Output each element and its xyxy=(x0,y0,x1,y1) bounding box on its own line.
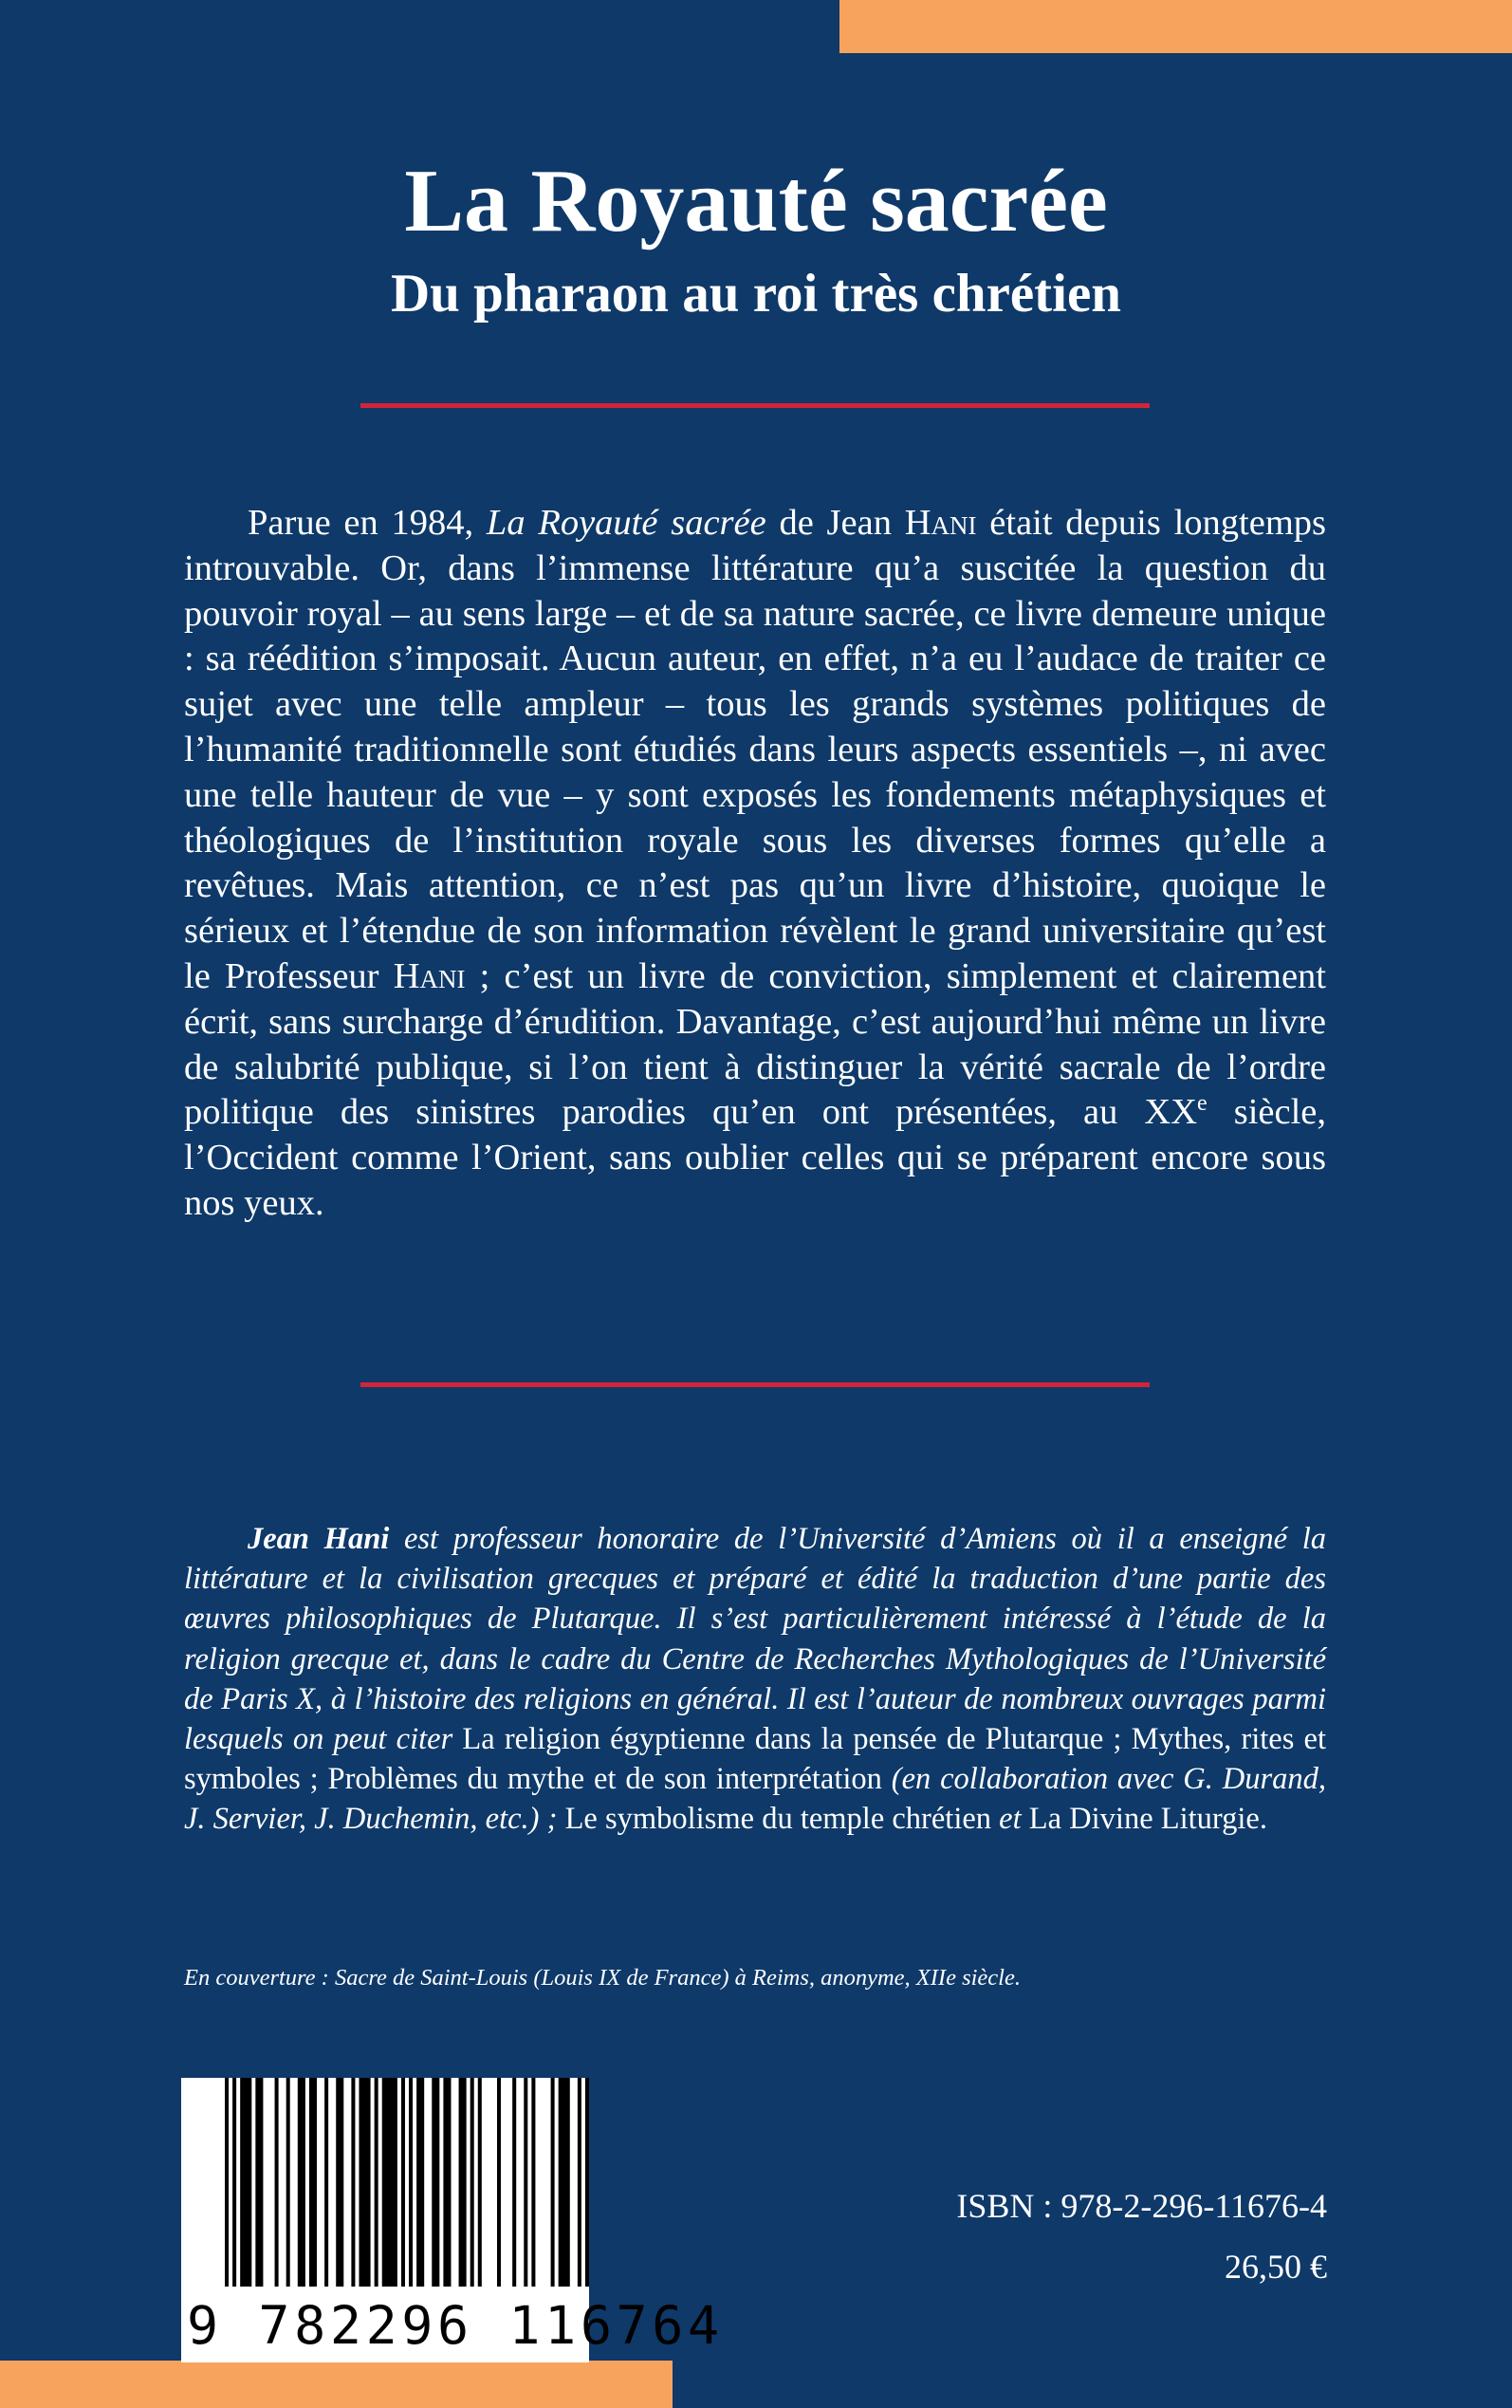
barcode-bar xyxy=(298,2078,305,2287)
barcode-bar xyxy=(409,2078,413,2287)
barcode-digits: 9 782296 116764 xyxy=(187,2295,724,2356)
barcode-bar xyxy=(351,2078,355,2287)
author-bio-name: Jean Hani xyxy=(248,1522,390,1556)
divider-rule-top xyxy=(360,403,1150,408)
barcode-bar xyxy=(524,2078,527,2287)
barcode-bar xyxy=(497,2078,501,2287)
author-bio xyxy=(184,1519,1326,1840)
book-subtitle: Du pharaon au roi très chrétien xyxy=(390,264,1121,324)
barcode-bar xyxy=(512,2078,516,2287)
barcode-bar xyxy=(375,2078,378,2287)
price: 26,50 € xyxy=(1225,2248,1327,2286)
blurb-text: siècle, l’Occident comme l’Orient, sans oublier celles qui se préparent encore sous nos yeux. xyxy=(184,1092,1326,1223)
barcode-bars xyxy=(225,2078,589,2287)
barcode-bar xyxy=(578,2078,581,2287)
barcode-bar xyxy=(459,2078,467,2287)
author-bio-text: (en collaboration avec G. Durand, J. Servier, J. Duchemin, etc.) ; xyxy=(184,1762,1326,1837)
barcode-bar xyxy=(432,2078,439,2287)
orange-tab-bottom xyxy=(0,2361,673,2408)
barcode-bar xyxy=(382,2078,397,2287)
back-cover-blurb xyxy=(184,501,1326,1227)
author-bio-works: La Divine Liturgie xyxy=(1028,1802,1260,1837)
barcode-bar xyxy=(401,2078,405,2287)
barcode-bar xyxy=(585,2078,589,2287)
barcode-bar xyxy=(336,2078,343,2287)
author-bio-works: La religion égyptienne dans la pensée de Plutarque ; Mythes, rites et symboles ; Problèmes du mythe et de son interprétation xyxy=(184,1722,1326,1797)
barcode-bar xyxy=(470,2078,474,2287)
blurb-author-name: Hani xyxy=(904,503,977,543)
blurb-text: Parue en 1984, xyxy=(248,503,487,543)
barcode-bar xyxy=(531,2078,535,2287)
barcode-bar xyxy=(275,2078,279,2287)
cover-illustration-credit: En couverture : Sacre de Saint-Louis (Louis IX de France) à Reims, anonyme, XIIe siècle. xyxy=(184,1965,1021,1991)
blurb-author-name: Hani xyxy=(393,955,466,996)
barcode-bar xyxy=(559,2078,570,2287)
book-title: La Royauté sacrée xyxy=(404,152,1108,250)
blurb-text: ; c’est un livre de conviction, simplement et clairement écrit, sans surcharge d’érudition. Davantage, c’est aujourd’hui même un livre de salubrité publique, si l’on tient à distinguer la vérité sacrale de l’ordre politique des sinistres parodies qu’en ont présentées, au XX xyxy=(184,955,1326,1133)
century-superscript: e xyxy=(1197,1091,1208,1117)
barcode-bar xyxy=(551,2078,555,2287)
barcode-bar xyxy=(324,2078,328,2287)
barcode-bar xyxy=(286,2078,290,2287)
barcode-bar xyxy=(240,2078,251,2287)
author-bio-text: . xyxy=(1259,1802,1267,1837)
barcode-bar xyxy=(225,2078,229,2287)
barcode-bar xyxy=(255,2078,263,2287)
author-bio-works: Le symbolisme du temple chrétien xyxy=(564,1802,992,1837)
orange-tab-top xyxy=(839,0,1512,53)
barcode-bar xyxy=(416,2078,424,2287)
divider-rule-bottom xyxy=(360,1382,1150,1387)
barcode-bar xyxy=(478,2078,482,2287)
barcode xyxy=(181,2078,724,2362)
barcode-bar xyxy=(309,2078,317,2287)
blurb-text: de Jean xyxy=(765,503,905,543)
barcode-bar xyxy=(232,2078,236,2287)
author-bio-text: est professeur honoraire de l’Université d’Amiens où il a enseigné la littérature et la civilisation grecques et préparé et édité la traduction d’une partie des œuvres philosophiques de Plutarque. Il s’est particulièrement intéressé à l’étude de la religion grecque et, dans le cadre du Centre de Recherches Mythologiques de l’Université de Paris X, à l’histoire des religions en général. Il est l’auteur de nombreux ouvrages parmi lesquels on peut citer xyxy=(184,1522,1327,1757)
barcode-bar xyxy=(359,2078,370,2287)
author-bio-text: et xyxy=(991,1802,1029,1837)
barcode-bar xyxy=(443,2078,451,2287)
blurb-text: était depuis longtemps introuvable. Or, dans l’immense littérature qu’a suscitée la question du pouvoir royal – au sens large – et de sa nature sacrée, ce livre demeure unique : sa réédition s’imposait. Aucun auteur, en effet, n’a eu l’audace de traiter ce sujet avec une telle ampleur – tous les grands systèmes politiques de l’humanité traditionnelle sont étudiés dans leurs aspects essentiels –, ni avec une telle hauteur de vue – y sont exposés les fondements métaphysiques et théologiques de l’institution royale sous les diverses formes qu’elle a revêtues. Mais attention, ce n’est pas qu’un livre d’histoire, quoique le sérieux et l’étendue de son information révèlent le grand universitaire qu’est le Professeur xyxy=(184,503,1326,996)
isbn: ISBN : 978-2-296-11676-4 xyxy=(956,2187,1327,2225)
blurb-book-title: La Royauté sacrée xyxy=(486,503,766,543)
